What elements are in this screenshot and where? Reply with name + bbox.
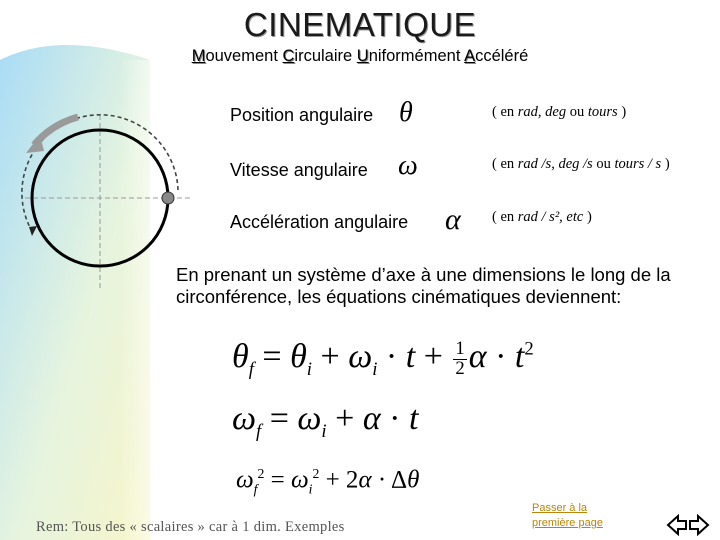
subtitle-initial: C — [282, 47, 295, 65]
units-italic: rad /s, deg /s — [517, 156, 593, 172]
units-text: ( en — [492, 209, 518, 225]
alpha-symbol: α — [445, 203, 461, 236]
dashed-arc-lower — [22, 143, 40, 233]
units-text: ou — [566, 104, 588, 120]
units-text: ( en — [492, 156, 518, 172]
subtitle-text: niformément — [368, 47, 465, 65]
units-italic: tours — [587, 104, 618, 120]
first-page-link[interactable]: Passer à la première page — [532, 502, 603, 529]
units-text: ( en — [492, 104, 518, 120]
equation-position: $\theta_f = \theta_i + \omega_i \cdot t$ + $\frac{1}{2}$ $\alpha \cdot t^2$ — [232, 338, 534, 380]
theta-symbol: θ — [399, 97, 413, 128]
page-subtitle — [0, 47, 720, 66]
velocity-units — [492, 156, 670, 173]
units-text: ou — [592, 156, 615, 172]
units-text: ) — [583, 209, 592, 225]
units-text: ) — [617, 104, 627, 120]
page-title: CINEMATIQUE — [243, 6, 477, 43]
moving-point — [162, 192, 174, 204]
double-arrow-icon[interactable] — [666, 514, 710, 536]
acceleration-label: Accélération angulaire — [230, 212, 409, 232]
subtitle-initial: M — [191, 47, 206, 65]
position-units — [492, 104, 626, 121]
intro-paragraph: En prenant un système d’axe à une dimensions le long de la circonférence, les équations cinématiques deviennent: — [176, 264, 671, 307]
subtitle-text: irculaire — [294, 47, 357, 65]
subtitle-initial: U — [356, 47, 369, 65]
equation-velocity-squared: $\omega_f^2 = \omega_i^2 + 2\alpha \cdot \Delta\theta$ — [236, 466, 420, 497]
equation-velocity: $\omega_f = \omega_i + \alpha \cdot t$ — [232, 400, 419, 442]
fraction-half: $\frac{1}{2}$ — [455, 338, 465, 379]
dashed-arrow-head — [29, 226, 37, 236]
subtitle-text: ccéléré — [475, 47, 529, 65]
eq1-text — [0, 0, 1, 1]
units-italic: tours / s — [614, 156, 662, 172]
subtitle-text: ouvement — [205, 47, 283, 65]
acceleration-units — [492, 209, 592, 226]
position-label: Position angulaire — [230, 105, 374, 125]
remark-text: Rem: Tous des « scalaires » car à 1 dim. Exemples — [36, 519, 345, 535]
units-italic: rad, deg — [517, 104, 567, 120]
omega-symbol: ω — [398, 150, 418, 181]
velocity-label: Vitesse angulaire — [230, 160, 368, 180]
units-text: ) — [661, 156, 670, 172]
circle-diagram — [20, 105, 195, 295]
subtitle-initial: A — [464, 47, 476, 65]
units-italic: rad / s², etc — [517, 209, 584, 225]
